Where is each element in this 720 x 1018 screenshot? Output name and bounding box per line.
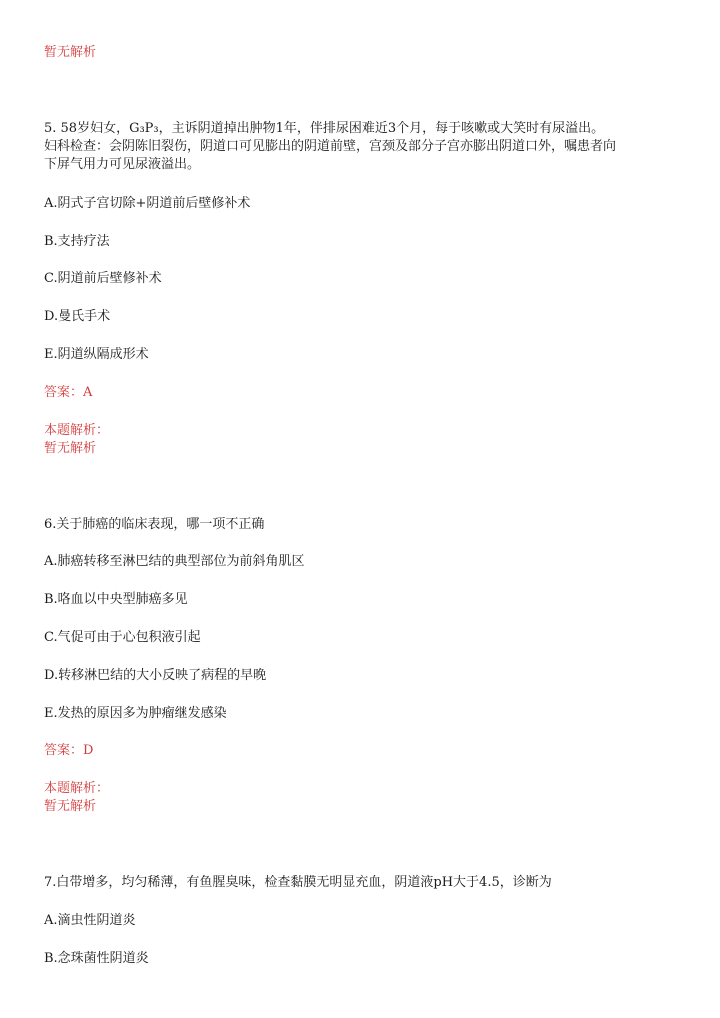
option-b: B.咯血以中央型肺癌多见: [44, 592, 188, 607]
option-c: C.阴道前后壁修补术: [44, 271, 162, 286]
analysis-label: 本题解析：: [44, 423, 110, 438]
question-stem-line: 6.关于肺癌的临床表现，哪一项不正确: [44, 517, 265, 532]
option-b: B.念珠菌性阴道炎: [44, 951, 149, 966]
prev-analysis-text: 暂无解析: [44, 45, 97, 60]
option-e: E.阴道纵隔成形术: [44, 347, 149, 362]
option-e: E.发热的原因多为肿瘤继发感染: [44, 706, 227, 721]
option-d: D.转移淋巴结的大小反映了病程的早晚: [44, 668, 267, 683]
option-b: B.支持疗法: [44, 234, 110, 249]
answer: 答案：A: [44, 385, 93, 400]
option-c: C.气促可由于心包积液引起: [44, 630, 201, 645]
option-a: A.肺癌转移至淋巴结的典型部位为前斜角肌区: [44, 554, 305, 569]
question-stem-line: 7.白带增多，均匀稀薄，有鱼腥臭味，检查黏膜无明显充血，阴道液pH大于4.5，诊断为: [44, 875, 552, 890]
question-stem-line: 妇科检查：会阴陈旧裂伤，阴道口可见膨出的阴道前壁，宫颈及部分子宫亦膨出阴道口外，嘱患者向: [44, 139, 617, 154]
option-a: A.阴式子宫切除+阴道前后壁修补术: [44, 196, 251, 211]
option-a: A.滴虫性阴道炎: [44, 913, 136, 928]
analysis-label: 本题解析：: [44, 781, 110, 796]
question-stem-line: 下屏气用力可见尿液溢出。: [44, 157, 201, 172]
question-stem-line: 5. 58岁妇女，G₃P₃，主诉阴道掉出肿物1年，伴排尿困难近3个月，每于咳嗽或大笑时有尿溢出。: [44, 121, 605, 136]
answer: 答案：D: [44, 743, 94, 758]
analysis-text: 暂无解析: [44, 799, 97, 814]
analysis-text: 暂无解析: [44, 441, 97, 456]
option-d: D.曼氏手术: [44, 309, 111, 324]
